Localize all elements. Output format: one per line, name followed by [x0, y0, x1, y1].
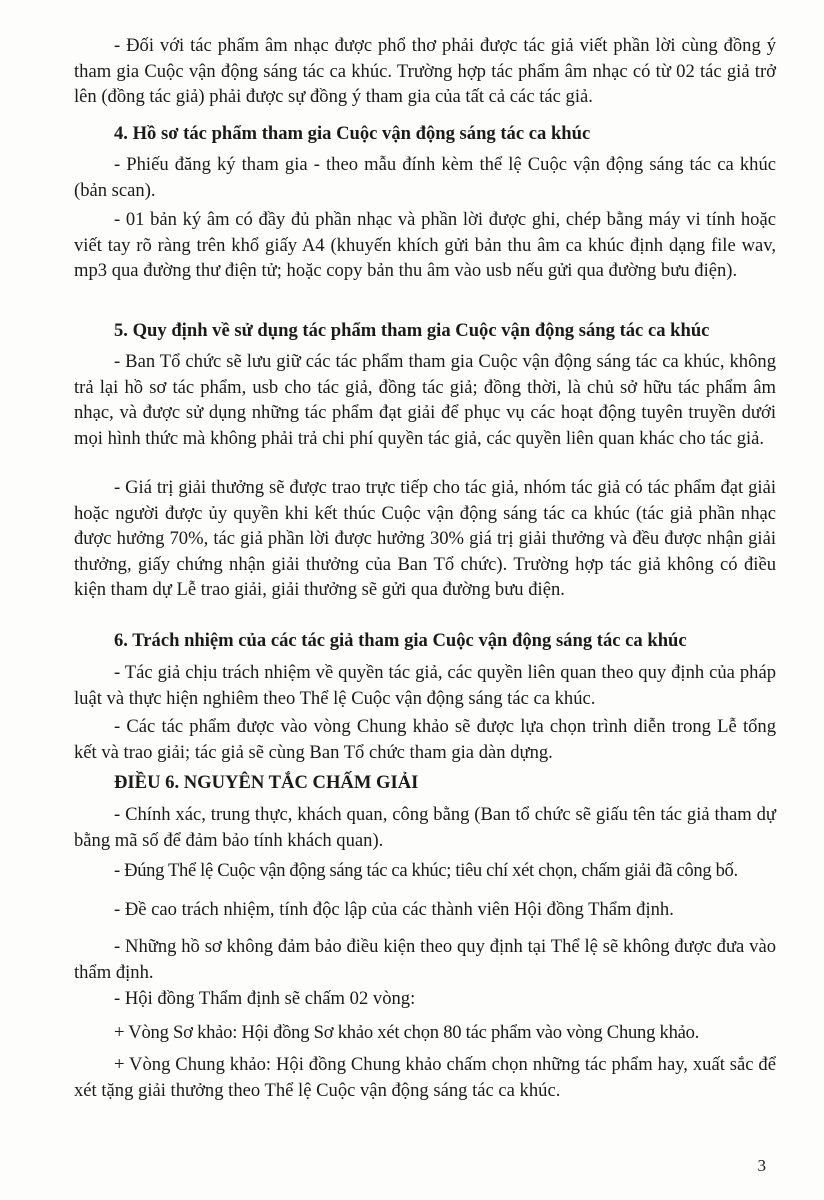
paragraph-principle-responsibility: - Đề cao trách nhiệm, tính độc lập của các thành viên Hội đồng Thẩm định.	[114, 899, 674, 920]
paragraph-score-sheet: - 01 bản ký âm có đầy đủ phần nhạc và phần lời được ghi, chép bằng máy vi tính hoặc viết tay rõ ràng trên khổ giấy A4 (khuyến khích gửi bản thu âm ca khúc định dạng file wav, mp3 qua đường thư điện tử; hoặc copy bản thu âm vào usb nếu gửi qua đường bưu điện).	[74, 209, 776, 281]
section-heading-6: 6. Trách nhiệm của các tác giả tham gia Cuộc vận động sáng tác ca khúc	[114, 630, 687, 651]
section-heading-4: 4. Hồ sơ tác phẩm tham gia Cuộc vận động sáng tác ca khúc	[114, 123, 591, 144]
paragraph-prize-value: - Giá trị giải thưởng sẽ được trao trực tiếp cho tác giả, nhóm tác giả có tác phẩm đạt giải hoặc người được ủy quyền khi kết thúc Cuộc vận động sáng tác ca khúc (tác giả phần nhạc được hưởng 70%, tác giả phần lời được hưởng 30% giá trị giải thưởng và đều được nhận giải thưởng, giấy chứng nhận giải thưởng của Ban Tổ chức). Trường hợp tác giả không có điều kiện tham dự Lễ trao giải, giải thưởng sẽ gửi qua đường bưu điện.	[74, 477, 776, 600]
page-number: 3	[757, 1156, 766, 1175]
paragraph-two-rounds: - Hội đồng Thẩm định sẽ chấm 02 vòng:	[114, 988, 416, 1009]
paragraph-principle-fairness: - Chính xác, trung thực, khách quan, công bằng (Ban tổ chức sẽ giấu tên tác giả tham dự bằng mã số để đảm bảo tính khách quan).	[74, 804, 776, 851]
paragraph-storage-rights: - Ban Tổ chức sẽ lưu giữ các tác phẩm tham gia Cuộc vận động sáng tác ca khúc, không trả lại hồ sơ tác phẩm, usb cho tác giả, đồng tác giả; đồng thời, là chủ sở hữu tác phẩm âm nhạc, và được sử dụng những tác phẩm đạt giải để phục vụ các hoạt động tuyên truyền dưới mọi hình thức mà không phải trả chi phí quyền tác giả, các quyền liên quan khác cho tác giả.	[74, 351, 776, 449]
paragraph-preliminary-round: + Vòng Sơ khảo: Hội đồng Sơ khảo xét chọn 80 tác phẩm vào vòng Chung khảo.	[114, 1022, 700, 1043]
paragraph-final-round: + Vòng Chung khảo: Hội đồng Chung khảo chấm chọn những tác phẩm hay, xuất sắc để xét tặng giải thưởng theo Thể lệ Cuộc vận động sáng tác ca khúc.	[74, 1054, 776, 1101]
paragraph-registration-form: - Phiếu đăng ký tham gia - theo mẫu đính kèm thể lệ Cuộc vận động sáng tác ca khúc (bản scan).	[74, 154, 776, 201]
paragraph-phothe-consent: - Đối với tác phẩm âm nhạc được phổ thơ phải được tác giả viết phần lời cùng đồng ý tham gia Cuộc vận động sáng tác ca khúc. Trường hợp tác phẩm âm nhạc có từ 02 tác giả trở lên (đồng tác giả) phải được sự đồng ý tham gia của tất cả các tác giả.	[74, 35, 776, 107]
paragraph-principle-invalid-entries: - Những hồ sơ không đảm bảo điều kiện theo quy định tại Thể lệ sẽ không được đưa vào thẩm định.	[74, 936, 776, 983]
paragraph-author-responsibility: - Tác giả chịu trách nhiệm về quyền tác giả, các quyền liên quan theo quy định của pháp luật và thực hiện nghiêm theo Thể lệ Cuộc vận động sáng tác ca khúc.	[74, 662, 776, 709]
section-heading-5: 5. Quy định về sử dụng tác phẩm tham gia Cuộc vận động sáng tác ca khúc	[114, 320, 710, 341]
article-heading-6: ĐIỀU 6. NGUYÊN TẮC CHẤM GIẢI	[114, 772, 419, 793]
paragraph-principle-rules: - Đúng Thể lệ Cuộc vận động sáng tác ca khúc; tiêu chí xét chọn, chấm giải đã công bố.	[114, 860, 738, 881]
paragraph-final-round-performance: - Các tác phẩm được vào vòng Chung khảo sẽ được lựa chọn trình diễn trong Lễ tổng kết và trao giải; tác giả sẽ cùng Ban Tổ chức tham gia dàn dựng.	[74, 716, 776, 763]
